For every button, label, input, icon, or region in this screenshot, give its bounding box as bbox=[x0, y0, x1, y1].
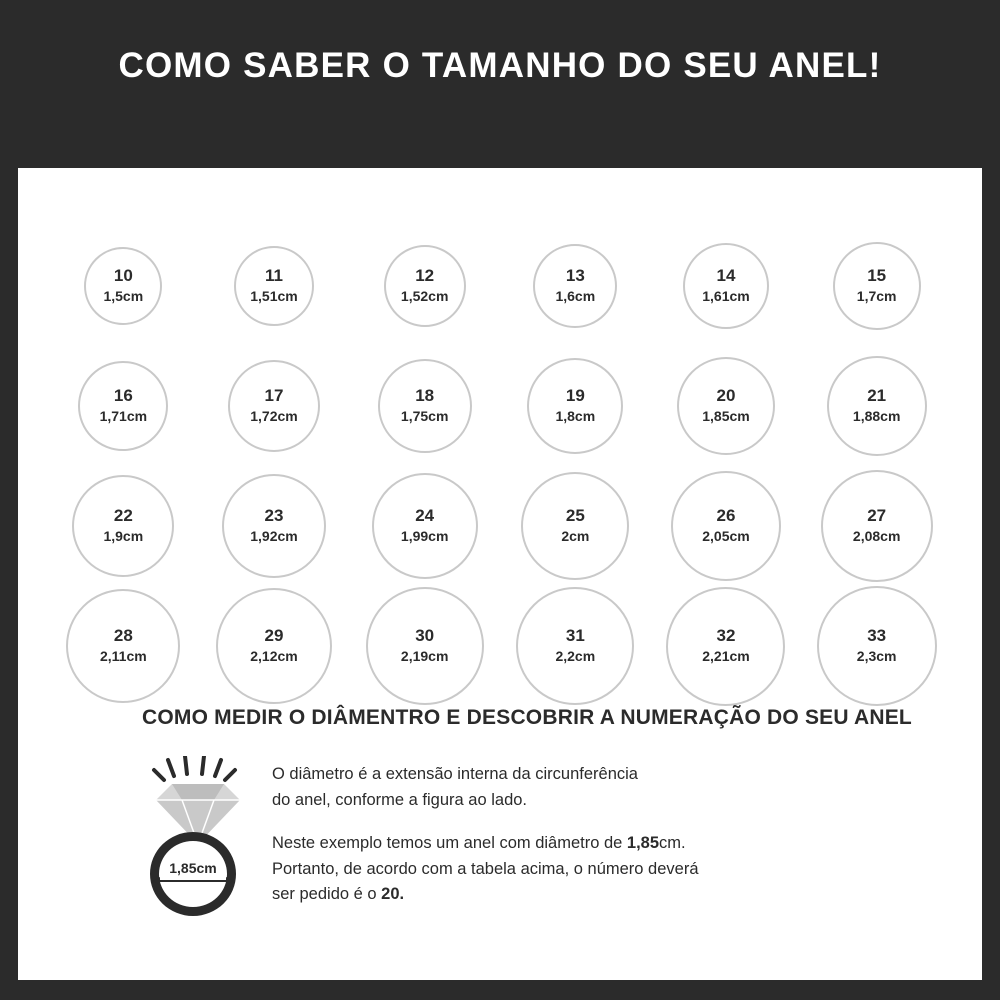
ring-size-number: 12 bbox=[415, 266, 435, 286]
paragraph2-diameter-value: 1,85 bbox=[626, 834, 660, 853]
ring-size-item[interactable] bbox=[228, 360, 320, 452]
ring-size-diameter: 2,05cm bbox=[702, 528, 750, 545]
ring-size-number: 19 bbox=[565, 386, 585, 406]
ring-size-diameter: 2,3cm bbox=[856, 648, 897, 665]
ring-size-item[interactable] bbox=[533, 244, 617, 328]
ring-size-item[interactable] bbox=[84, 247, 162, 325]
ring-diagram bbox=[142, 756, 254, 916]
ring-size-item[interactable] bbox=[527, 358, 623, 454]
ring-size-diameter: 2,21cm bbox=[702, 648, 750, 665]
ring-size-grid bbox=[48, 226, 952, 706]
ring-size-item[interactable] bbox=[821, 470, 933, 582]
ring-size-item[interactable] bbox=[378, 359, 472, 453]
ring-size-item[interactable] bbox=[683, 243, 769, 329]
ring-size-diameter: 1,99cm bbox=[400, 528, 449, 545]
paragraph2-part-b: cm. bbox=[659, 834, 686, 853]
ring-size-number: 17 bbox=[264, 386, 284, 406]
ring-size-number: 20 bbox=[716, 386, 736, 406]
ring-size-diameter: 1,85cm bbox=[702, 408, 750, 425]
instructions-paragraph-2 bbox=[272, 831, 699, 908]
ring-size-number: 16 bbox=[113, 386, 133, 406]
ring-size-diameter: 2,08cm bbox=[852, 528, 901, 545]
ring-size-item[interactable] bbox=[366, 587, 484, 705]
instructions-subtitle: COMO MEDIR O DIÂMENTRO E DESCOBRIR A NUMERAÇÃO DO SEU ANEL bbox=[142, 706, 912, 729]
ring-size-item[interactable] bbox=[516, 587, 634, 705]
ring-size-item[interactable] bbox=[384, 245, 466, 327]
ring-size-item[interactable] bbox=[216, 588, 332, 704]
paragraph1-line1: O diâmetro é a extensão interna da circunferência bbox=[272, 765, 638, 783]
paragraph2-size-value: 20. bbox=[381, 885, 405, 904]
ring-size-item[interactable] bbox=[72, 475, 174, 577]
ring-size-item[interactable] bbox=[222, 474, 326, 578]
ring-size-diameter: 1,9cm bbox=[103, 528, 144, 545]
ring-size-number: 28 bbox=[113, 626, 133, 646]
ring-size-diameter: 1,5cm bbox=[103, 288, 144, 305]
ring-size-diameter: 1,88cm bbox=[852, 408, 901, 425]
ring-size-number: 22 bbox=[113, 506, 133, 526]
ring-size-diameter: 1,71cm bbox=[99, 408, 148, 425]
ring-size-diameter: 1,51cm bbox=[250, 288, 298, 305]
ring-size-item[interactable] bbox=[66, 589, 180, 703]
ring-size-diameter: 2,19cm bbox=[400, 648, 449, 665]
ring-size-number: 23 bbox=[264, 506, 284, 526]
paragraph1-line2: do anel, conforme a figura ao lado. bbox=[272, 790, 528, 809]
ring-size-item[interactable] bbox=[521, 472, 629, 580]
ring-size-diameter: 1,6cm bbox=[555, 288, 596, 305]
ring-size-number: 26 bbox=[716, 506, 736, 526]
ring-size-item[interactable] bbox=[78, 361, 168, 451]
ring-size-number: 29 bbox=[264, 626, 284, 646]
ring-size-item[interactable] bbox=[817, 586, 937, 706]
ring-size-number: 30 bbox=[415, 626, 435, 646]
ring-size-number: 31 bbox=[565, 626, 585, 646]
content-card bbox=[18, 168, 982, 980]
instructions-paragraph-1 bbox=[272, 762, 699, 813]
ring-size-diameter: 2cm bbox=[561, 528, 590, 545]
ring-size-item[interactable] bbox=[671, 471, 781, 581]
ring-size-diameter: 1,92cm bbox=[250, 528, 298, 545]
ring-size-item[interactable] bbox=[234, 246, 314, 326]
page-title: COMO SABER O TAMANHO DO SEU ANEL! bbox=[118, 46, 882, 85]
instructions-text bbox=[272, 756, 699, 926]
ring-size-diameter: 2,11cm bbox=[99, 648, 147, 665]
ring-size-diameter: 2,12cm bbox=[250, 648, 298, 665]
ring-size-diameter: 2,2cm bbox=[555, 648, 596, 665]
ring-size-number: 11 bbox=[264, 266, 283, 286]
ring-size-item[interactable] bbox=[677, 357, 775, 455]
ring-size-number: 15 bbox=[867, 266, 887, 286]
ring-size-number: 13 bbox=[565, 266, 585, 286]
paragraph2-part-a: Neste exemplo temos um anel com diâmetro de bbox=[272, 834, 627, 853]
diameter-value-label: 1,85cm bbox=[169, 860, 217, 876]
ring-size-item[interactable] bbox=[372, 473, 478, 579]
ring-size-diameter: 1,61cm bbox=[702, 288, 750, 305]
instructions-section bbox=[142, 756, 932, 926]
ring-size-item[interactable] bbox=[833, 242, 921, 330]
ring-size-item[interactable] bbox=[827, 356, 927, 456]
ring-size-number: 10 bbox=[113, 266, 133, 286]
ring-size-number: 14 bbox=[716, 266, 736, 286]
ring-size-number: 18 bbox=[415, 386, 435, 406]
ring-size-number: 32 bbox=[716, 626, 736, 646]
ring-size-diameter: 1,75cm bbox=[400, 408, 449, 425]
ring-size-number: 27 bbox=[867, 506, 887, 526]
ring-size-diameter: 1,52cm bbox=[400, 288, 449, 305]
ring-size-item[interactable] bbox=[666, 587, 785, 706]
ring-size-number: 24 bbox=[415, 506, 435, 526]
ring-size-number: 33 bbox=[867, 626, 887, 646]
paragraph2-part-d: ser pedido é o bbox=[272, 885, 382, 904]
ring-size-diameter: 1,8cm bbox=[555, 408, 596, 425]
ring-size-number: 25 bbox=[565, 506, 585, 526]
diameter-arrow-icon bbox=[159, 880, 227, 882]
ring-size-diameter: 1,7cm bbox=[856, 288, 897, 305]
ring-size-diameter: 1,72cm bbox=[250, 408, 298, 425]
ring-size-number: 21 bbox=[867, 386, 887, 406]
paragraph2-part-c: Portanto, de acordo com a tabela acima, o número deverá bbox=[272, 859, 699, 878]
